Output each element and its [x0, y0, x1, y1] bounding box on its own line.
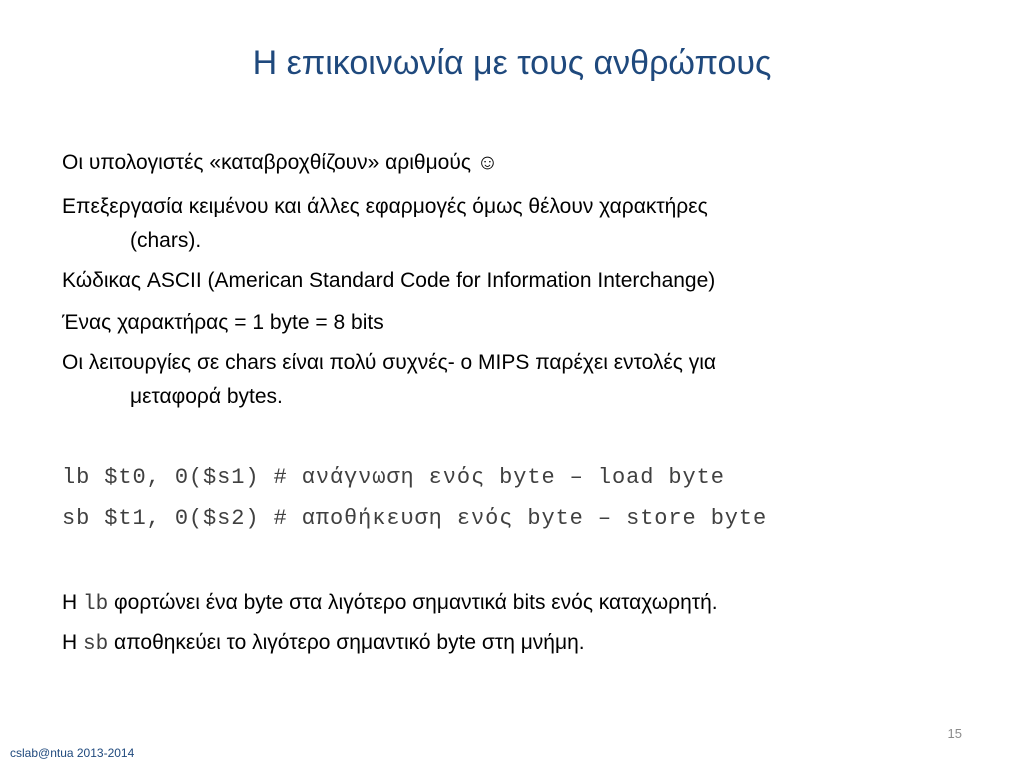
- note-suffix: αποθηκεύει το λιγότερο σημαντικό byte στη μνήμη.: [108, 631, 585, 654]
- bullet-mips-bytes: [62, 346, 716, 414]
- bullet-text: Ένας χαρακτήρας = 1 byte = 8 bits: [62, 311, 384, 334]
- note-prefix: Η: [62, 591, 83, 614]
- bullet-text-line1: Οι λειτουργίες σε chars είναι πολύ συχνές- ο MIPS παρέχει εντολές για: [62, 351, 717, 374]
- bullet-text: Κώδικας ASCII (American Standard Code for Information Interchange): [62, 269, 716, 292]
- bullet-text-line2: (chars).: [130, 229, 202, 252]
- bullet-text-line1: Επεξεργασία κειμένου και άλλες εφαρμογές όμως θέλουν χαρακτήρες: [62, 195, 708, 218]
- bullet-ascii: [62, 264, 715, 298]
- slide-title: Η επικοινωνία με τους ανθρώπους: [252, 44, 772, 82]
- note-sb: [62, 626, 585, 662]
- inline-code-lb: lb: [83, 593, 109, 616]
- bullet-text: Οι υπολογιστές «καταβροχθίζουν» αριθμούς ☺: [62, 151, 499, 174]
- code-line-sb: sb $t1, 0($s2) # αποθήκευση ενός byte – store byte: [62, 506, 768, 531]
- note-prefix: Η: [62, 631, 83, 654]
- code-line-lb: lb $t0, 0($s1) # ανάγνωση ενός byte – load byte: [62, 465, 725, 490]
- bullet-text-line2: μεταφορά bytes.: [130, 385, 283, 408]
- bullet-text-processing: [62, 190, 708, 258]
- footer-text: cslab@ntua 2013-2014: [10, 746, 135, 760]
- bullet-char-size: [62, 306, 384, 340]
- note-suffix: φορτώνει ένα byte στα λιγότερο σημαντικά bits ενός καταχωρητή.: [108, 591, 718, 614]
- page-number: 15: [947, 726, 962, 741]
- inline-code-sb: sb: [83, 633, 109, 656]
- note-lb: [62, 586, 718, 622]
- bullet-numbers: [62, 146, 498, 180]
